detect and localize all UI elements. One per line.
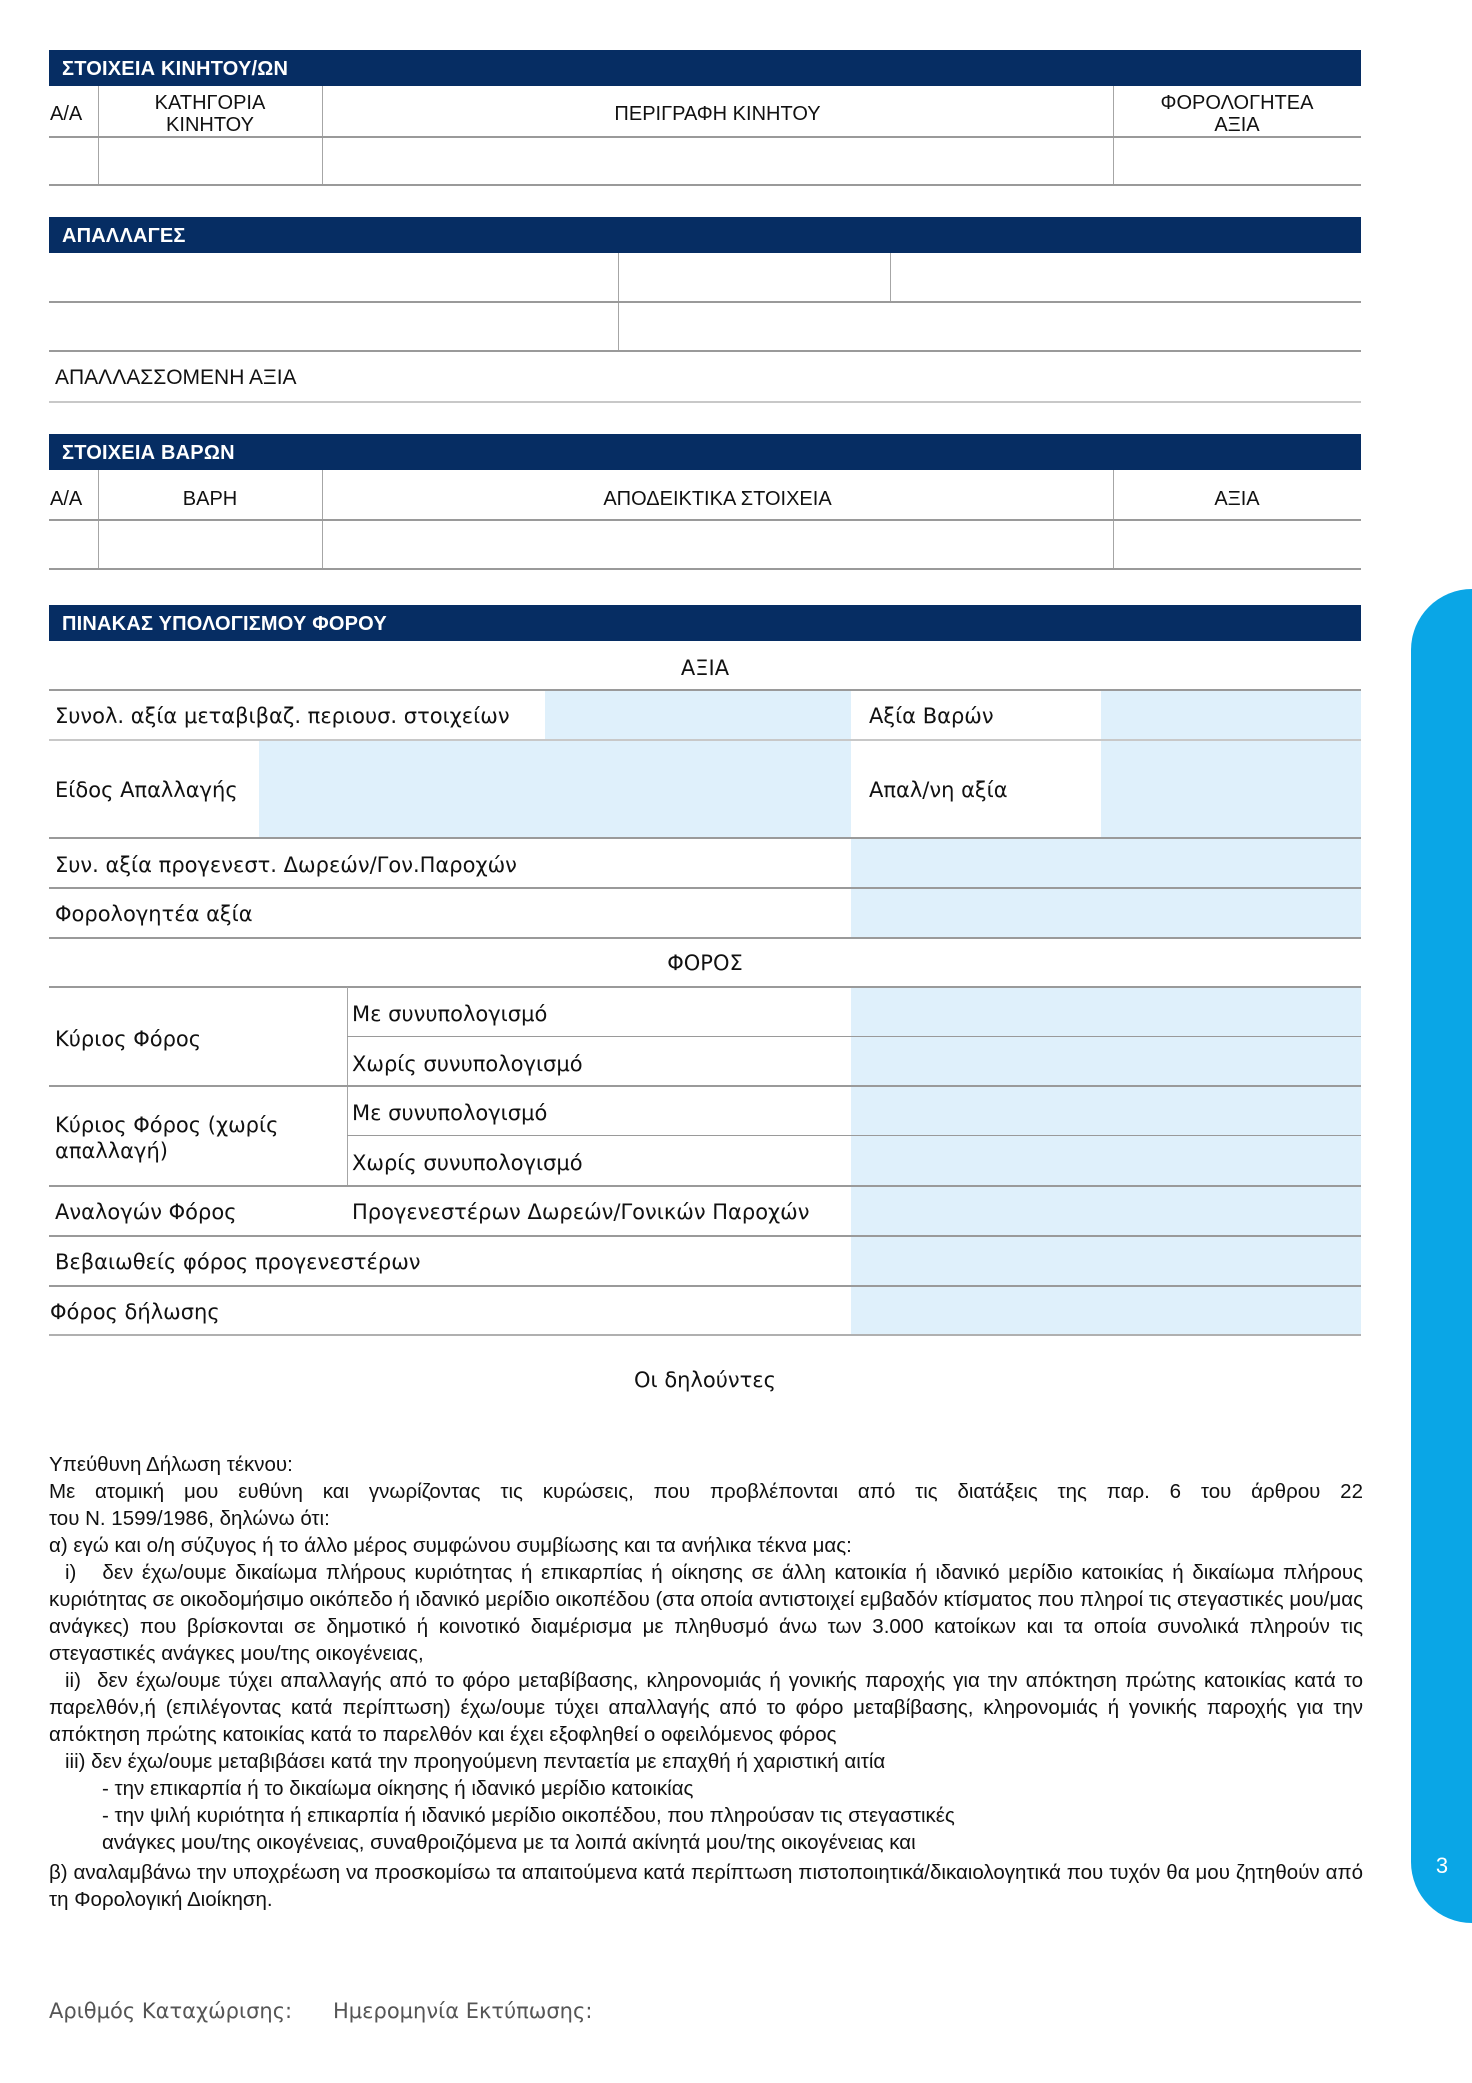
declaration-tax-label: Φόρος δήλωσης	[50, 1300, 220, 1324]
total-value-field[interactable]	[545, 691, 851, 739]
column-header-aa: Α/Α	[50, 488, 83, 510]
value-heading: ΑΞΙΑ	[680, 656, 730, 680]
main-tax-label: Κύριος Φόρος	[55, 1027, 202, 1051]
tax-heading: ΦΟΡΟΣ	[667, 951, 743, 975]
declaration-clause-i: i) δεν έχω/ουμε δικαίωμα πλήρους κυριότητας ή επικαρπίας ή οίκησης σε άλλη κατοικία ή ιδανικό μερίδιο κατοικίας ή δικαίωμα πλήρους κυριότητας σε οικοδομήσιμο οικόπεδο ή ιδανικό μερίδιο οικοπέδου (στα οποία αντιστοιχεί εμβαδόν κτίσματος που πληροί τις στεγαστικές μου/μας ανάγκες) που βρίσκονται σε δημοτικό ή κοινοτικό διαμέρισμα με πληθυσμό άνω των 3.000 κατοίκων και τα οποία συνολικά πληρούν τις στεγαστικές ανάγκες μου/της οικογένειας,	[49, 1561, 1363, 1665]
row-divider	[49, 568, 1361, 570]
prior-gifts-label: Συν. αξία προγενεστ. Δωρεών/Γον.Παροχών	[55, 853, 517, 877]
total-value-label: Συνολ. αξία μεταβιβαζ. περιουσ. στοιχείων	[55, 704, 510, 728]
exemption-cell[interactable]	[619, 303, 1361, 350]
exemption-type-field[interactable]	[259, 741, 851, 837]
exemption-cell[interactable]	[49, 303, 618, 350]
declaration-title: Υπεύθυνη Δήλωση τέκνου:	[49, 1453, 293, 1476]
encumbrance-value-label: Αξία Βαρών	[869, 704, 994, 728]
exemptions-section-header: ΑΠΑΛΛΑΓΕΣ	[49, 217, 1361, 253]
encumbrance-value-field[interactable]	[1101, 691, 1361, 739]
exempt-value-label: ΑΠΑΛΛΑΣΣΟΜΕΝΗ ΑΞΙΑ	[55, 366, 297, 389]
column-header-encumbrances: ΒΑΡΗ	[182, 488, 238, 510]
no-exempt-with-calc-field[interactable]	[851, 1087, 1361, 1135]
encumbrance-cell[interactable]	[99, 521, 322, 568]
encumbrances-section-header: ΣΤΟΙΧΕΙΑ ΒΑΡΩΝ	[49, 434, 1361, 470]
page-number: 3	[1435, 1853, 1449, 1878]
exemption-cell[interactable]	[619, 253, 890, 301]
declaration-intro-line2: του Ν. 1599/1986, δηλώνω ότι:	[49, 1507, 330, 1530]
declaration-clause-ii: ii) δεν έχω/ουμε τύχει απαλλαγής από το φόρο μεταβίβασης, κληρονομιάς ή γονικής παροχής για την απόκτηση πρώτης κατοικίας κατά το παρελθόν,ή (επιλέγοντας κατά περίπτωση) έχω/ουμε τύχει απαλλαγής από το φόρο μεταβίβασης, κληρονομιάς ή γονικής παροχής για την απόκτηση πρώτης κατοικίας κατά το παρελθόν και έχει εξοφληθεί ο οφειλόμενος φόρος	[49, 1669, 1363, 1746]
proportional-tax-label: Αναλογών Φόρος	[55, 1200, 237, 1224]
row-divider	[49, 401, 1361, 403]
main-tax-no-exemption-label	[55, 1112, 278, 1164]
column-header-description: ΠΕΡΙΓΡΑΦΗ ΚΙΝΗΤΟΥ	[614, 103, 821, 125]
column-header-evidence: ΑΠΟΔΕΙΚΤΙΚΑ ΣΤΟΙΧΕΙΑ	[603, 488, 832, 510]
row-divider	[49, 1334, 1361, 1336]
print-date-label: Ημερομηνία Εκτύπωσης:	[333, 1999, 593, 2023]
declaration-intro-line1: Με ατομική μου ευθύνη και γνωρίζοντας τις κυρώσεις, που προβλέπονται από τις διατάξεις της παρ. 6 του άρθρου 22	[49, 1480, 1363, 1503]
page-side-tab	[1411, 589, 1472, 1923]
proportional-tax-field[interactable]	[851, 1187, 1361, 1235]
main-tax-no-exemption-line2: απαλλαγή)	[55, 1139, 168, 1163]
main-tax-with-calc-field[interactable]	[851, 988, 1361, 1036]
column-header-category	[98, 92, 322, 136]
column-header-aa: Α/Α	[50, 103, 83, 125]
aa-cell[interactable]	[49, 521, 98, 568]
movables-section-header: ΣΤΟΙΧΕΙΑ ΚΙΝΗΤΟΥ/ΩΝ	[49, 50, 1361, 86]
taxable-value-field[interactable]	[851, 889, 1361, 937]
assessed-prior-tax-label: Βεβαιωθείς φόρος προγενεστέρων	[55, 1250, 421, 1274]
declaration-clause-iii-dash1: - την επικαρπία ή το δικαίωμα οίκησης ή ιδανικό μερίδιο κατοικίας	[102, 1777, 694, 1800]
exempt-value-field[interactable]	[1101, 741, 1361, 837]
column-header-category-line1: ΚΑΤΗΓΟΡΙΑ	[154, 92, 266, 114]
main-tax-without-calc-field[interactable]	[851, 1037, 1361, 1085]
declaration-clause-iii-dash2: - την ψιλή κυριότητα ή επικαρπία ή ιδανικό μερίδιο οικοπέδου, που πληρούσαν τις στεγαστικές ανάγκες μου/της οικογένειας, συναθροιζόμενα με τα λοιπά ακίνητά μου/της οικογένειας και	[102, 1804, 955, 1854]
aa-cell[interactable]	[49, 138, 98, 184]
exemption-type-label: Είδος Απαλλαγής	[55, 778, 238, 802]
evidence-cell[interactable]	[323, 521, 1113, 568]
row-divider	[49, 184, 1361, 186]
no-exempt-without-calc-label: Χωρίς συνυπολογισμό	[352, 1151, 583, 1175]
category-cell[interactable]	[99, 138, 322, 184]
main-tax-no-exemption-line1: Κύριος Φόρος (χωρίς	[55, 1113, 279, 1137]
exemption-cell[interactable]	[891, 253, 1361, 301]
declaration-clause-a: α) εγώ και ο/η σύζυγος ή το άλλο μέρος συμφώνου συμβίωσης και τα ανήλικα τέκνα μας:	[49, 1534, 852, 1557]
registration-number-label: Αριθμός Καταχώρισης:	[49, 1999, 293, 2023]
tax-table-section-header: ΠΙΝΑΚΑΣ ΥΠΟΛΟΓΙΣΜΟΥ ΦΟΡΟΥ	[49, 605, 1361, 641]
value-cell[interactable]	[1114, 521, 1361, 568]
column-header-taxable-value	[1113, 92, 1361, 136]
no-exempt-without-calc-field[interactable]	[851, 1136, 1361, 1184]
column-header-taxable-value-line2: ΑΞΙΑ	[1214, 114, 1260, 136]
main-tax-without-calc-label: Χωρίς συνυπολογισμό	[352, 1052, 583, 1076]
proportional-tax-sublabel: Προγενεστέρων Δωρεών/Γονικών Παροχών	[352, 1200, 810, 1224]
column-header-taxable-value-line1: ΦΟΡΟΛΟΓΗΤΕΑ	[1160, 92, 1314, 114]
responsible-declaration	[49, 1451, 1363, 1913]
declaration-tax-field[interactable]	[851, 1287, 1361, 1334]
main-tax-with-calc-label: Με συνυπολογισμό	[352, 1002, 548, 1026]
description-cell[interactable]	[323, 138, 1113, 184]
declaration-clause-iii: iii) δεν έχω/ουμε μεταβιβάσει κατά την προηγούμενη πενταετία με επαχθή ή χαριστική αιτία	[65, 1750, 886, 1773]
exemption-cell[interactable]	[49, 253, 618, 301]
prior-gifts-field[interactable]	[851, 839, 1361, 887]
column-header-category-line2: ΚΙΝΗΤΟΥ	[166, 114, 254, 136]
assessed-prior-tax-field[interactable]	[851, 1237, 1361, 1285]
row-divider	[49, 937, 1361, 939]
no-exempt-with-calc-label: Με συνυπολογισμό	[352, 1101, 548, 1125]
declarants-label: Οι δηλούντες	[634, 1368, 776, 1392]
declaration-clause-b: β) αναλαμβάνω την υποχρέωση να προσκομίσω τα απαιτούμενα κατά περίπτωση πιστοποιητικά/δικαιολογητικά που τυχόν θα μου ζητηθούν από τη Φορολογική Διοίκηση.	[49, 1861, 1363, 1911]
column-header-value: ΑΞΙΑ	[1214, 488, 1260, 510]
taxable-value-cell[interactable]	[1114, 138, 1361, 184]
taxable-value-label: Φορολογητέα αξία	[55, 902, 253, 926]
exempt-value-label: Απαλ/νη αξία	[869, 778, 1008, 802]
exempt-value-field[interactable]	[320, 352, 1361, 401]
